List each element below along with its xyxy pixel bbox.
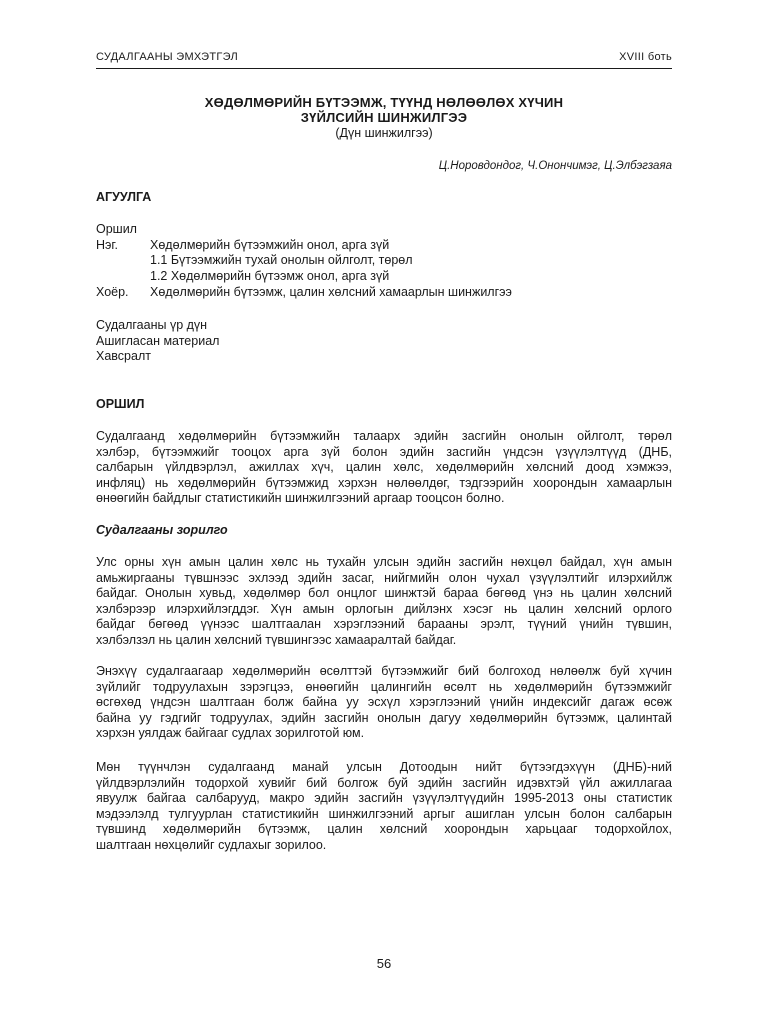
- text-line: өсгөхөд үндсэн шалтгаан болж байна уу эсхүл хэрэглээний үнийн индексийг дагаж өсөж: [96, 695, 672, 710]
- toc-item: [96, 253, 672, 269]
- toc-back-matter: [96, 318, 219, 365]
- goal-paragraph-2: [96, 664, 672, 742]
- toc-item: [96, 238, 672, 254]
- toc-part-title: Хөдөлмөрийн бүтээмж, цалин хөлсний хамаарлын шинжилгээ: [150, 284, 512, 299]
- text-line: зүйлийг тодруулахын зэрэгцээ, өнөөгийн цалингийн өсөлт нь хөдөлмөрийн бүтээмжийг: [96, 679, 672, 694]
- toc-part-number: Хоёр.: [96, 284, 129, 299]
- text-line: байдаг. Онолын хувьд, хөдөлмөр бол онцлог шинжтэй бараа бөгөөд үнэ нь цалин хөлсний: [96, 586, 672, 601]
- toc-part-title: Хөдөлмөрийн бүтээмжийн онол, арга зүй: [150, 237, 390, 252]
- goal-paragraph-1: [96, 555, 672, 649]
- intro-paragraph: [96, 429, 672, 507]
- text-line: амьжиргааны түвшнээс эхлээд эдийн засаг, нийгмийн олон чухал үзүүлэлтийг илэрхийлж: [96, 570, 672, 585]
- text-line: түвшинд хөдөлмөрийн бүтээмж, цалин хөлсний хоорондын харьцааг тодорхойлох,: [96, 822, 672, 837]
- text-line: хэлбэр, бүтээмжийг тооцох арга зүй болон эдийн засгийн үндсэн үзүүлэлтүүд (ДНБ,: [96, 444, 672, 459]
- text-line: Улс орны хүн амын цалин хөлс нь тухайн улсын эдийн засгийн нөхцөл байдал, хүн амын: [96, 555, 672, 569]
- toc-subsection: 1.1 Бүтээмжийн тухай онолын ойлголт, төрөл: [150, 253, 413, 268]
- text-line: шалтгаан нөхцөлийг судлахыг зорилоо.: [96, 837, 327, 852]
- text-line: байна уу гэдгийг тодруулах, эдийн засгийн онолын дагуу хөдөлмөрийн бүтээмж, цалинтай: [96, 710, 672, 725]
- intro-heading: ОРШИЛ: [96, 397, 145, 411]
- text-line: Мөн түүнчлэн судалгаанд манай улсын Дотоодын нийт бүтээгдэхүүн (ДНБ)-ний: [96, 760, 672, 774]
- text-line: салбарын үйлдвэрлэл, ажиллах хүч, цалин хөлс, хөдөлмөрийн хөлсний доод хэмжээ,: [96, 460, 672, 475]
- author-list: Ц.Норовдондог, Ч.Онончимэг, Ц.Элбэгзаяа: [438, 160, 672, 172]
- toc-part-number: Нэг.: [96, 237, 118, 252]
- text-line: инфляц) нь хөдөлмөрийн бүтээмжид хэрхэн нөлөөлдөг, тэдгээрийн хоорондын хамаарлын: [96, 475, 672, 490]
- article-title-line-2: ЗҮЙЛСИЙН ШИНЖИЛГЭЭ: [300, 110, 468, 125]
- toc-appendix: Хавсралт: [96, 349, 151, 364]
- text-line: Энэхүү судалгаагаар хөдөлмөрийн өсөлттэй бүтээмжийг бий болгоход нөлөөлж буй хүчин: [96, 664, 672, 678]
- article-title-block: [96, 95, 672, 141]
- article-title-line-1: ХӨДӨЛМӨРИЙН БҮТЭЭМЖ, ТҮҮНД НӨЛӨӨЛӨХ ХҮЧИН: [204, 95, 564, 110]
- toc-references: Ашигласан материал: [96, 333, 220, 348]
- text-line: хэлбэрээр илэрхийлэгддэг. Хүн амын орлогын дийлэнх хэсэг нь цалин хөлсний орлого: [96, 601, 672, 616]
- toc-item: [96, 285, 672, 301]
- toc-intro: Оршил: [96, 222, 137, 236]
- toc-subsection: 1.2 Хөдөлмөрийн бүтээмж онол, арга зүй: [150, 269, 390, 284]
- article-subtitle: (Дүн шинжилгээ): [335, 126, 433, 140]
- toc-results: Судалгааны үр дүн: [96, 318, 208, 332]
- text-line: хэлбэлзэл нь цалин хөлсний түвшингээс хамааралтай байдаг.: [96, 632, 457, 647]
- goal-paragraph-3: [96, 760, 672, 854]
- table-of-contents: [96, 222, 672, 300]
- toc-item: [96, 269, 672, 285]
- text-line: үйлдвэрлэлийн тодорхой хувийг бий болгож буй эдийн засгийн идэвхтэй үйл ажиллагаа: [96, 775, 672, 790]
- contents-heading: АГУУЛГА: [96, 190, 152, 204]
- text-line: Судалгаанд хөдөлмөрийн бүтээмжийн талаарх эдийн засгийн онолын ойлголт, төрөл: [96, 429, 672, 443]
- goal-heading: Судалгааны зорилго: [96, 523, 228, 537]
- page-number: 56: [376, 956, 392, 971]
- running-head: [96, 50, 672, 69]
- text-line: явуулж байгаа салбарууд, макро эдийн засгийн үзүүлэлтүүдийн 1995-2013 оны статистик: [96, 791, 672, 806]
- text-line: байдаг бөгөөд үүнээс шалтгаалан хэрэглээний барааны эрэлт, түүний үнийн түвшин,: [96, 617, 672, 632]
- text-line: мэдээлэлд тулгуурлан статистикийн шинжилгээний аргыг ашиглан улсын болон салбарын: [96, 806, 672, 821]
- volume-number: XVIII боть: [619, 51, 672, 63]
- journal-name: СУДАЛГААНЫ ЭМХЭТГЭЛ: [96, 51, 239, 63]
- text-line: хэрхэн уялдаж байгааг судлах зорилготой юм.: [96, 726, 365, 741]
- text-line: өнөөгийн байдлыг статистикийн шинжилгээний аргаар тооцсон болно.: [96, 491, 505, 506]
- toc-item: [96, 222, 672, 238]
